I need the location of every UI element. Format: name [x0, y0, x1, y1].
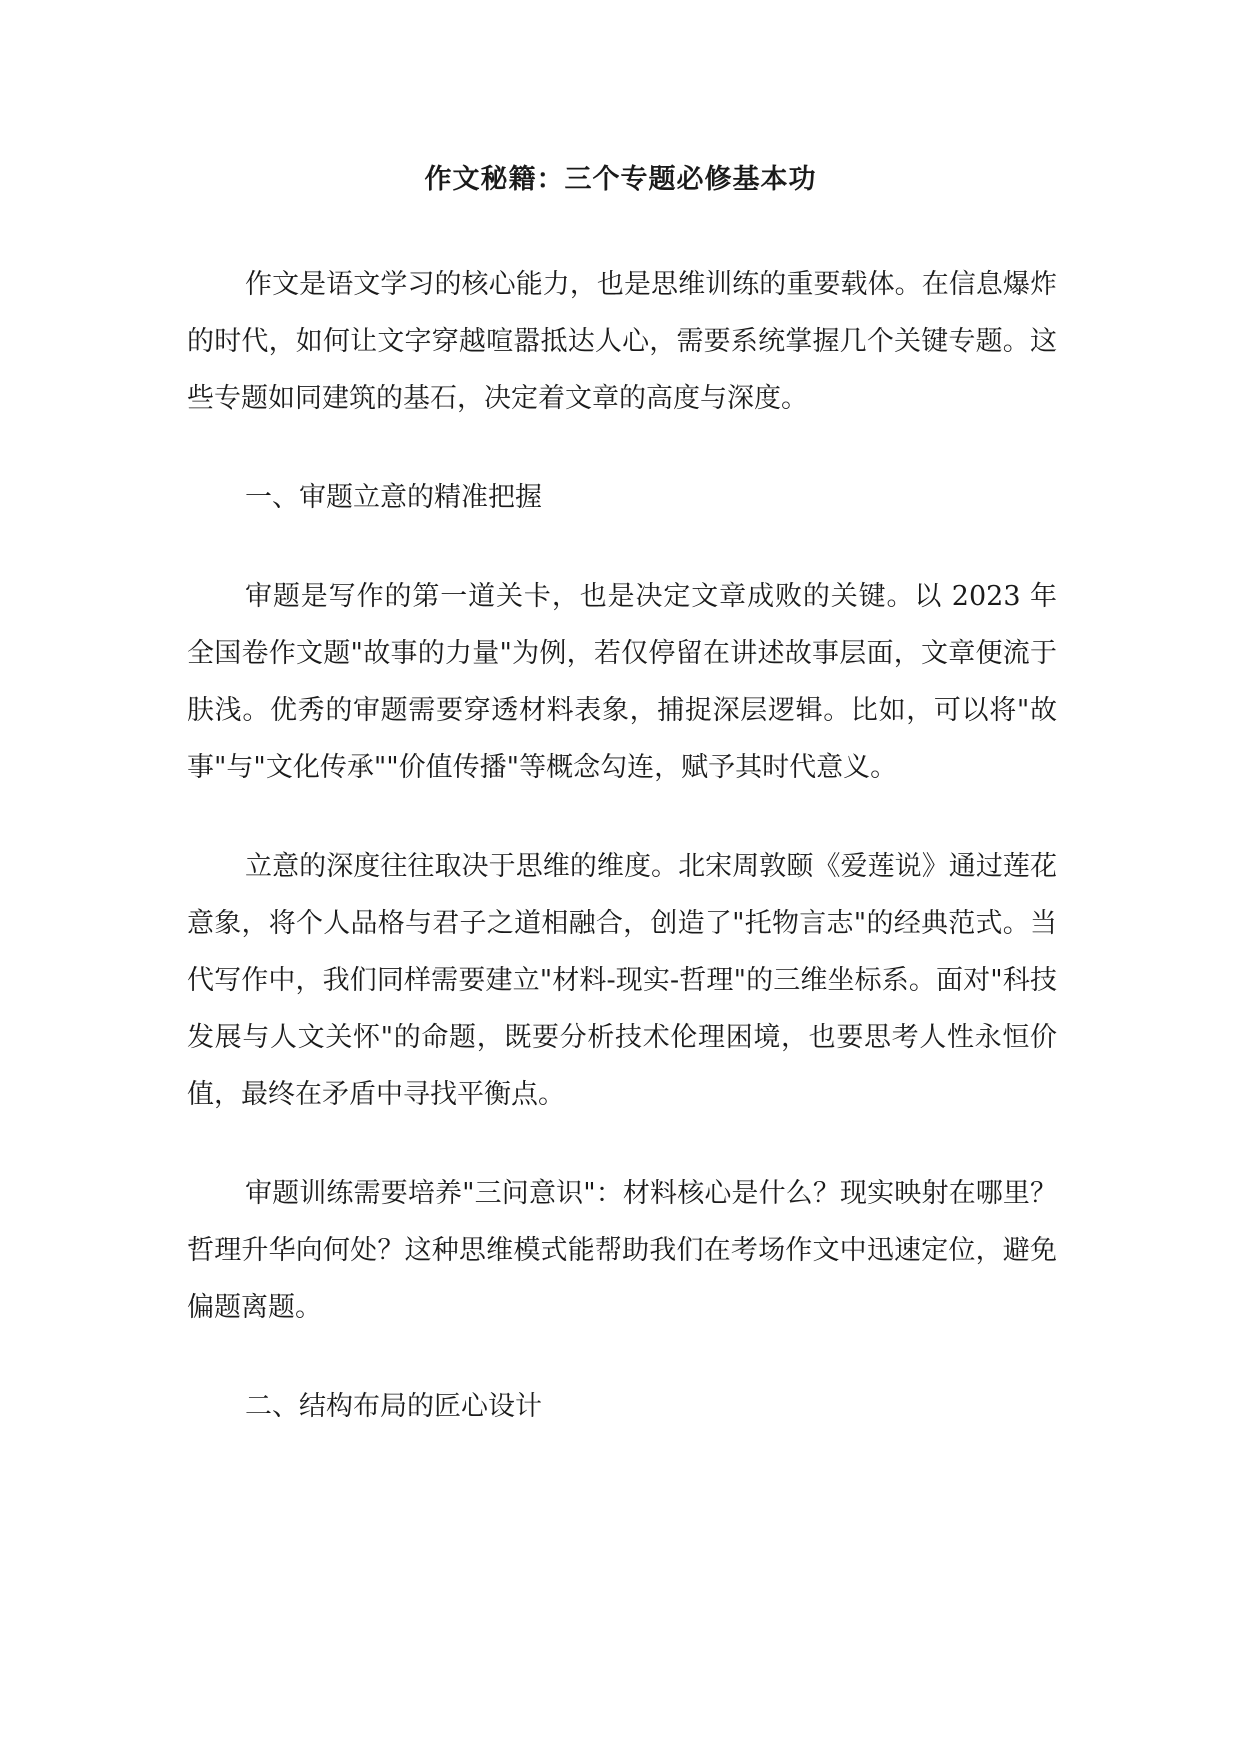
body-paragraph: 审题训练需要培养"三问意识"：材料核心是什么？现实映射在哪里？哲理升华向何处？这种思维模式能帮助我们在考场作文中迅速定位，避免偏题离题。 — [187, 1178, 1057, 1323]
document-title: 作文秘籍：三个专题必修基本功 — [424, 164, 817, 195]
intro-paragraph: 作文是语文学习的核心能力，也是思维训练的重要载体。在信息爆炸的时代，如何让文字穿越喧嚣抵达人心，需要系统掌握几个关键专题。这些专题如同建筑的基石，决定着文章的高度与深度。 — [187, 269, 1057, 414]
body-paragraph: 审题是写作的第一道关卡，也是决定文章成败的关键。以 2023 年全国卷作文题"故事的力量"为例，若仅停留在讲述故事层面，文章便流于肤浅。优秀的审题需要穿透材料表象，捕捉深层逻辑。比如，可以将"故事"与"文化传承""价值传播"等概念勾连，赋予其时代意义。 — [187, 581, 1057, 783]
body-paragraph: 立意的深度往往取决于思维的维度。北宋周敦颐《爱莲说》通过莲花意象，将个人品格与君子之道相融合，创造了"托物言志"的经典范式。当代写作中，我们同样需要建立"材料-现实-哲理"的三维坐标系。面对"科技发展与人文关怀"的命题，既要分析技术伦理困境，也要思考人性永恒价值，最终在矛盾中寻找平衡点。 — [187, 851, 1057, 1110]
section-heading-2: 二、结构布局的匠心设计 — [245, 1391, 542, 1422]
section-heading-1: 一、审题立意的精准把握 — [245, 482, 542, 513]
document-body — [187, 256, 1057, 1477]
